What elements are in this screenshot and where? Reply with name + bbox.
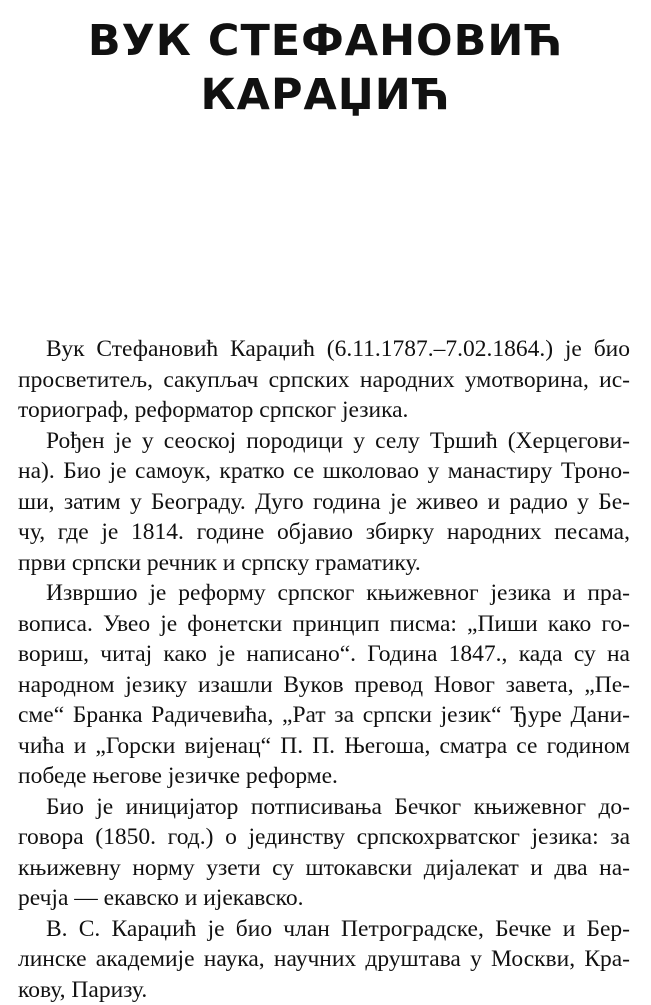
text-line: просветитељ, сакупљач српских народних умотворина, ис-: [18, 365, 630, 396]
text-line: Рођен је у сеоској породици у селу Тршић (Херцегови-: [18, 426, 630, 457]
text-line: говора (1850. год.) о јединству српскохрватског језика: за: [18, 822, 630, 853]
text-line: победе његове језичке реформе.: [18, 761, 630, 792]
text-line: сме“ Бранка Радичевића, „Рат за српски језик“ Ђуре Дани-: [18, 700, 630, 731]
text-line: Био је иницијатор потписивања Бечког књижевног до-: [18, 792, 630, 823]
title-line-2: КАРАЏИЋ: [0, 68, 651, 122]
text-line: вописа. Увео је фонетски принцип писма: „Пиши како го-: [18, 609, 630, 640]
paragraph-agreement: [18, 792, 630, 914]
title-line-1: ВУК СТЕФАНОВИЋ: [0, 14, 651, 68]
text-line: ши, затим у Београду. Дуго година је живео и радио у Бе-: [18, 487, 630, 518]
text-line: Извршио је реформу српског књижевног језика и пра-: [18, 578, 630, 609]
text-line: линске академије наука, научних друштава у Москви, Кра-: [18, 944, 630, 975]
paragraph-academies: [18, 914, 630, 1005]
paragraph-reform: [18, 578, 630, 792]
text-line: први српски речник и српску граматику.: [18, 548, 630, 579]
text-line: речја — екавско и ијекавско.: [18, 883, 630, 914]
text-line: кову, Паризу.: [18, 975, 630, 1005]
article-body: [18, 334, 630, 1005]
text-line: вориш, читај како је написано“. Година 1847., када су на: [18, 639, 630, 670]
paragraph-biography: [18, 426, 630, 579]
text-line: В. С. Караџић је био члан Петроградске, Бечке и Бер-: [18, 914, 630, 945]
text-line: књижевну норму узети су штокавски дијалекат и два на-: [18, 853, 630, 884]
text-line: чића и „Горски вијенац“ П. П. Његоша, сматра се годином: [18, 731, 630, 762]
text-line: на). Био је самоук, кратко се школовао у манастиру Троно-: [18, 456, 630, 487]
text-line: ториограф, реформатор српског језика.: [18, 395, 630, 426]
paragraph-intro: [18, 334, 630, 426]
text-line: Вук Стефановић Караџић (6.11.1787.–7.02.1864.) је био: [18, 334, 630, 365]
text-line: чу, где је 1814. године објавио збирку народних песама,: [18, 517, 630, 548]
page-title: [0, 14, 651, 122]
text-line: народном језику изашли Вуков превод Новог завета, „Пе-: [18, 670, 630, 701]
